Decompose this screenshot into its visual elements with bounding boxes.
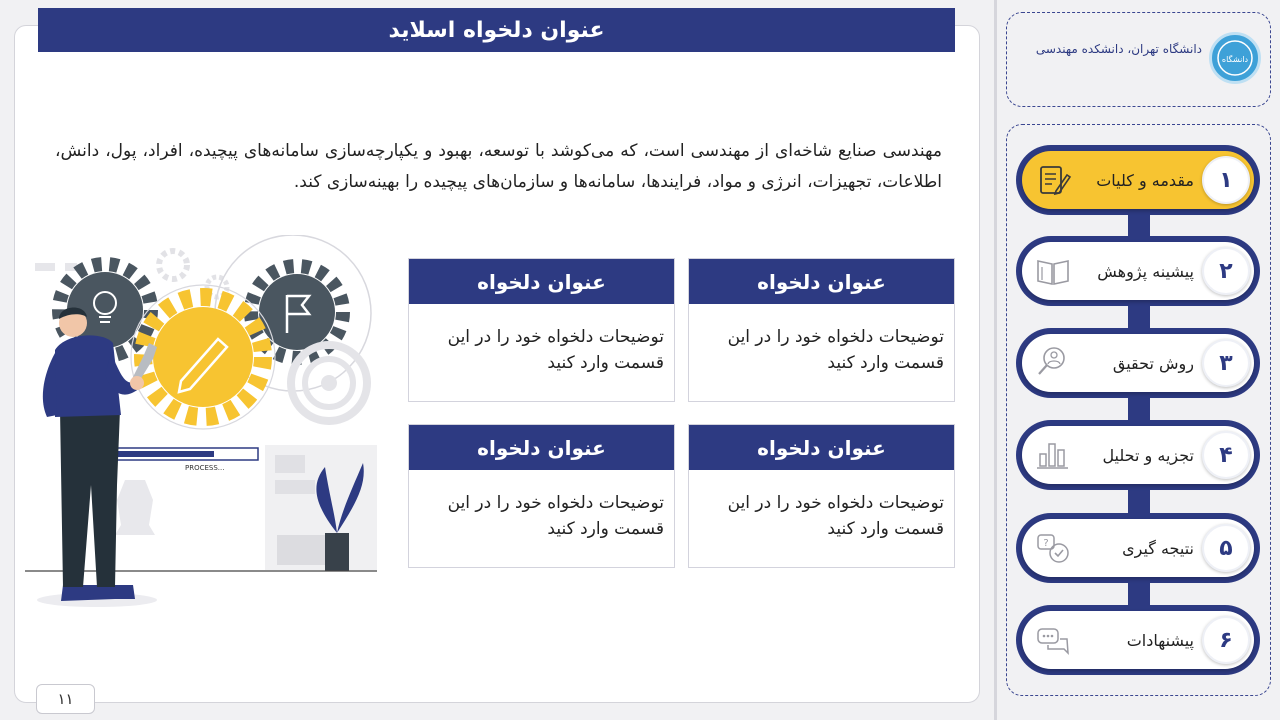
question-check-icon xyxy=(1034,529,1072,567)
menu-item-label: نتیجه گیری xyxy=(1122,538,1194,558)
document-pen-icon xyxy=(1034,161,1072,199)
svg-text:دانشگاه: دانشگاه xyxy=(1221,55,1249,64)
menu-item-number: ۳ xyxy=(1202,339,1250,387)
menu-item-number: ۵ xyxy=(1202,524,1250,572)
menu-item-number: ۴ xyxy=(1202,431,1250,479)
menu-item-literature[interactable] xyxy=(1016,236,1260,306)
menu-item-analysis[interactable] xyxy=(1016,420,1260,490)
card-description: توضیحات دلخواه خود را در این قسمت وارد کنید xyxy=(447,327,664,373)
card-description: توضیحات دلخواه خود را در این قسمت وارد کنید xyxy=(447,493,664,539)
small-gear-icon xyxy=(159,251,187,279)
bar-chart-icon xyxy=(1034,436,1072,474)
menu-item-label: پیشنهادات xyxy=(1126,630,1194,650)
university-name: دانشگاه تهران، دانشکده مهندسی xyxy=(1035,42,1202,56)
menu-item-methodology[interactable] xyxy=(1016,328,1260,398)
flag-gear-icon xyxy=(259,274,335,350)
menu-item-label: روش تحقیق xyxy=(1112,353,1194,373)
chess-piece-icon xyxy=(115,480,155,535)
info-card-3 xyxy=(688,424,955,568)
menu-item-number: ۶ xyxy=(1202,616,1250,664)
info-card-1 xyxy=(688,258,955,402)
info-card-2 xyxy=(408,258,675,402)
magnifier-person-icon xyxy=(1034,344,1072,382)
page-number: ۱۱ xyxy=(36,684,95,714)
svg-text:?: ? xyxy=(1043,538,1049,549)
card-title: عنوان دلخواه xyxy=(689,259,954,304)
open-book-icon xyxy=(1034,252,1072,290)
card-title: عنوان دلخواه xyxy=(409,259,674,304)
university-logo xyxy=(1209,32,1261,84)
card-title: عنوان دلخواه xyxy=(689,425,954,470)
progress-fill xyxy=(116,451,214,457)
chat-bubbles-icon xyxy=(1034,621,1072,659)
menu-item-label: پیشینه پژوهش xyxy=(1097,261,1194,281)
menu-item-label: مقدمه و کلیات xyxy=(1096,170,1194,190)
sidebar-divider xyxy=(994,0,997,720)
engineering-illustration xyxy=(25,235,380,610)
card-title: عنوان دلخواه xyxy=(409,425,674,470)
menu-item-label: تجزیه و تحلیل xyxy=(1102,445,1194,465)
university-logo-icon xyxy=(1215,38,1255,78)
info-card-4 xyxy=(408,424,675,568)
menu-item-conclusion[interactable] xyxy=(1016,513,1260,583)
target-icon xyxy=(321,375,337,391)
menu-item-suggestions[interactable] xyxy=(1016,605,1260,675)
menu-item-introduction[interactable] xyxy=(1016,145,1260,215)
card-description: توضیحات دلخواه خود را در این قسمت وارد کنید xyxy=(727,493,944,539)
progress-label: PROCESS... xyxy=(185,464,225,472)
card-description: توضیحات دلخواه خود را در این قسمت وارد کنید xyxy=(727,327,944,373)
intro-paragraph: مهندسی صنایع شاخه‌ای از مهندسی است، که می‌کوشد با توسعه، بهبود و یکپارچه‌سازی سامانه‌های پیچیده، افراد، پول، دانش، اطلاعات، تجهیزات، انرژی و مواد، فرایندها، سامانه‌ها و سازمان‌های پیچیده را بهینه‌سازی کند. xyxy=(55,141,942,192)
slide-title: عنوان دلخواه اسلاید xyxy=(38,8,955,52)
menu-item-number: ۱ xyxy=(1202,156,1250,204)
menu-item-number: ۲ xyxy=(1202,247,1250,295)
